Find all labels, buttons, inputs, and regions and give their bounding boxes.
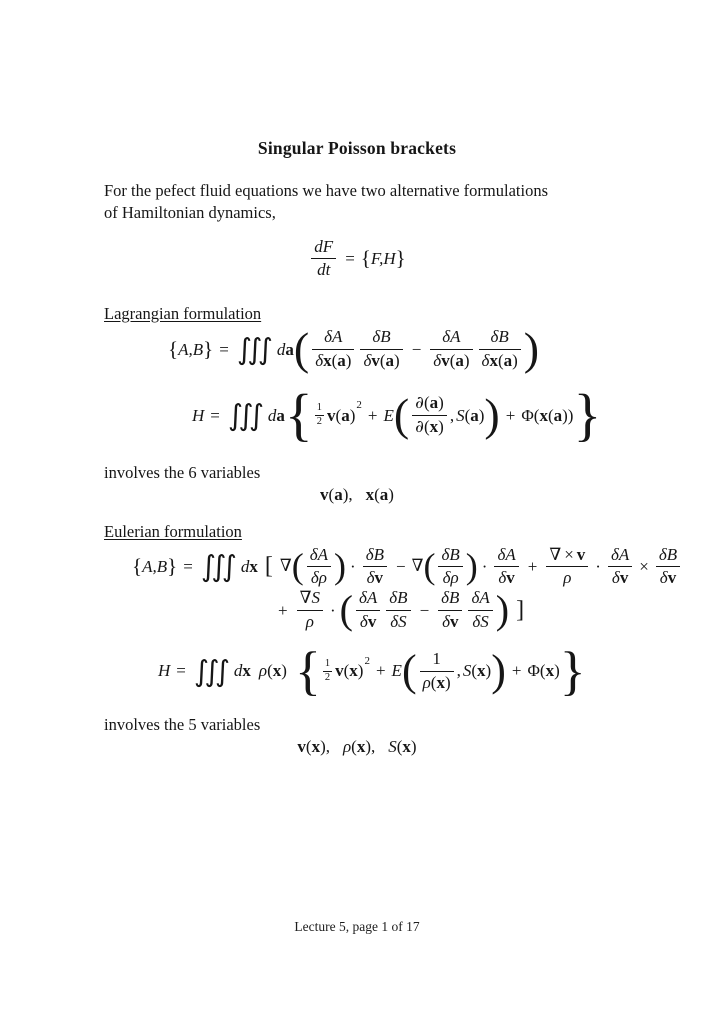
frac-dA-dv: $\frac{\delta A}{\delta v}$ xyxy=(608,545,632,589)
lagrangian-poisson-bracket: { A,B } = ∫∫∫ d a ( $\frac{\delta A}{\delta x(a)}$ $\frac{\delta B}{\delta v(a)}$ − $\frac{\delta A}{\delta v(a)}$ $\frac{\delta B}{\delta x(a)}$ ) xyxy=(168,323,540,375)
frac-dA-drho: $\frac{\delta A}{\delta\rho}$ xyxy=(307,545,331,589)
frac-dA-dxa: $\frac{\delta A}{\delta x(a)}$ xyxy=(312,327,354,371)
nabla-symbol: ∇ xyxy=(411,555,424,576)
left-paren: ( xyxy=(401,646,417,696)
equation-of-motion: $\frac{dF}{dt}$ = { F,H } xyxy=(104,237,610,281)
eulerian-hamiltonian: H = ∫∫∫ d x ρ ( x ) { $\frac{1}{2}$ v ( x ) 2 + E ( $\frac{1}{\rho(x)}$ , S ( x ) ) + Φ ( x ) } xyxy=(158,641,586,702)
eulerian-poisson-bracket-line2: + $\frac{\nabla S}{\rho}$ · ( $\frac{\delta A}{\delta v}$ $\frac{\delta B}{\delta S}$ − $\frac{\delta B}{\delta v}$ $\frac{\delta A}{\delta S}$ ) ] xyxy=(278,587,525,633)
lagrangian-hamiltonian: H = ∫∫∫ d a { $\frac{1}{2}$ v ( a ) 2 + E ( $\frac{\partial(a)}{\partial(x)}$ , S ( a ) ) + Φ ( x ( a ) ) } xyxy=(192,382,602,448)
right-paren: ) xyxy=(491,646,506,696)
frac-dB-dv: $\frac{\delta B}{\delta v}$ xyxy=(363,545,387,589)
frac-1-rhox: $\frac{1}{\rho(x)}$ xyxy=(420,649,454,693)
exponent-2: 2 xyxy=(364,655,370,668)
content-column xyxy=(104,0,678,757)
involves-6-variables-text: involves the 6 variables xyxy=(104,463,261,483)
right-brace: } xyxy=(573,382,602,448)
right-brace: } xyxy=(559,641,586,702)
right-paren: ) xyxy=(484,389,500,441)
triple-integral-icon: ∫∫∫ xyxy=(227,397,260,432)
eulerian-variables: v ( x ) , ρ ( x ) , S ( x ) xyxy=(297,736,417,756)
involves-5-variables-text: involves the 5 variables xyxy=(104,715,261,735)
frac-gradS-rho: $\frac{\nabla S}{\rho}$ xyxy=(297,588,323,632)
frac-dB-dS: $\frac{\delta B}{\delta S}$ xyxy=(386,588,410,632)
right-bracket: ] xyxy=(516,597,525,624)
lagrangian-heading: Lagrangian formulation xyxy=(104,303,262,323)
eulerian-poisson-bracket-line1: { A,B } = ∫∫∫ d x [ ∇ ( $\frac{\delta A}{\delta\rho}$ ) · $\frac{\delta B}{\delta v}$ − ∇ ( $\frac{\delta B}{\delta\rho}$ ) · $\frac{\delta A}{\delta v}$ + $\frac{\nabla \times v}{\rho}$ · $\frac{\delta A}{\delta v}$ × $\frac{\delta B}{\delta v}$ xyxy=(132,545,650,589)
frac-da-dx: $\frac{\partial(a)}{\partial(x)}$ xyxy=(412,393,447,437)
intro-line-2: of Hamiltonian dynamics, xyxy=(104,202,276,222)
frac-dF-dt: $\frac{dF}{dt}$ xyxy=(311,237,336,281)
left-bracket: [ xyxy=(264,553,273,580)
Phi-symbol: Φ xyxy=(521,405,534,425)
left-brace: { xyxy=(284,382,313,448)
frac-dB-dv: $\frac{\delta B}{\delta v}$ xyxy=(438,588,462,632)
lagrangian-variables: v ( a ) , x ( a ) xyxy=(320,484,394,504)
intro-line-1: For the pefect fluid equations we have two alternative formulations xyxy=(104,181,548,200)
page-title: Singular Poisson brackets xyxy=(257,138,457,158)
frac-dA-dv: $\frac{\delta A}{\delta v}$ xyxy=(356,588,380,632)
frac-curl-v-rho: $\frac{\nabla \times v}{\rho}$ xyxy=(546,545,588,589)
left-paren: ( xyxy=(393,389,410,441)
left-paren: ( xyxy=(293,323,310,375)
right-brace: } xyxy=(395,246,406,271)
triple-integral-icon: ∫∫∫ xyxy=(193,653,226,688)
intro-paragraph xyxy=(104,180,610,223)
frac-dB-dva: $\frac{\delta B}{\delta v(a)}$ xyxy=(360,327,402,371)
left-brace: { xyxy=(294,641,321,702)
frac-dB-dv: $\frac{\delta B}{\delta v}$ xyxy=(656,545,680,589)
one-half: $\frac{1}{2}$ xyxy=(316,402,323,427)
frac-dA-dS: $\frac{\delta A}{\delta S}$ xyxy=(468,588,492,632)
frac-dA-dv: $\frac{\delta A}{\delta v}$ xyxy=(494,545,518,589)
triple-integral-icon: ∫∫∫ xyxy=(200,548,233,583)
left-brace: { xyxy=(360,246,371,271)
exponent-2: 2 xyxy=(356,399,362,412)
triple-integral-icon: ∫∫∫ xyxy=(236,331,269,366)
eulerian-heading: Eulerian formulation xyxy=(104,522,242,542)
frac-dA-dva: $\frac{\delta A}{\delta v(a)}$ xyxy=(430,327,472,371)
one-half: $\frac{1}{2}$ xyxy=(324,658,331,683)
frac-dB-drho: $\frac{\delta B}{\delta\rho}$ xyxy=(438,545,462,589)
frac-dB-dxa: $\frac{\delta B}{\delta x(a)}$ xyxy=(479,327,521,371)
right-paren: ) xyxy=(523,323,540,375)
Phi-symbol: Φ xyxy=(527,661,540,681)
nabla-symbol: ∇ xyxy=(279,555,292,576)
page-footer: Lecture 5, page 1 of 17 xyxy=(294,919,420,934)
